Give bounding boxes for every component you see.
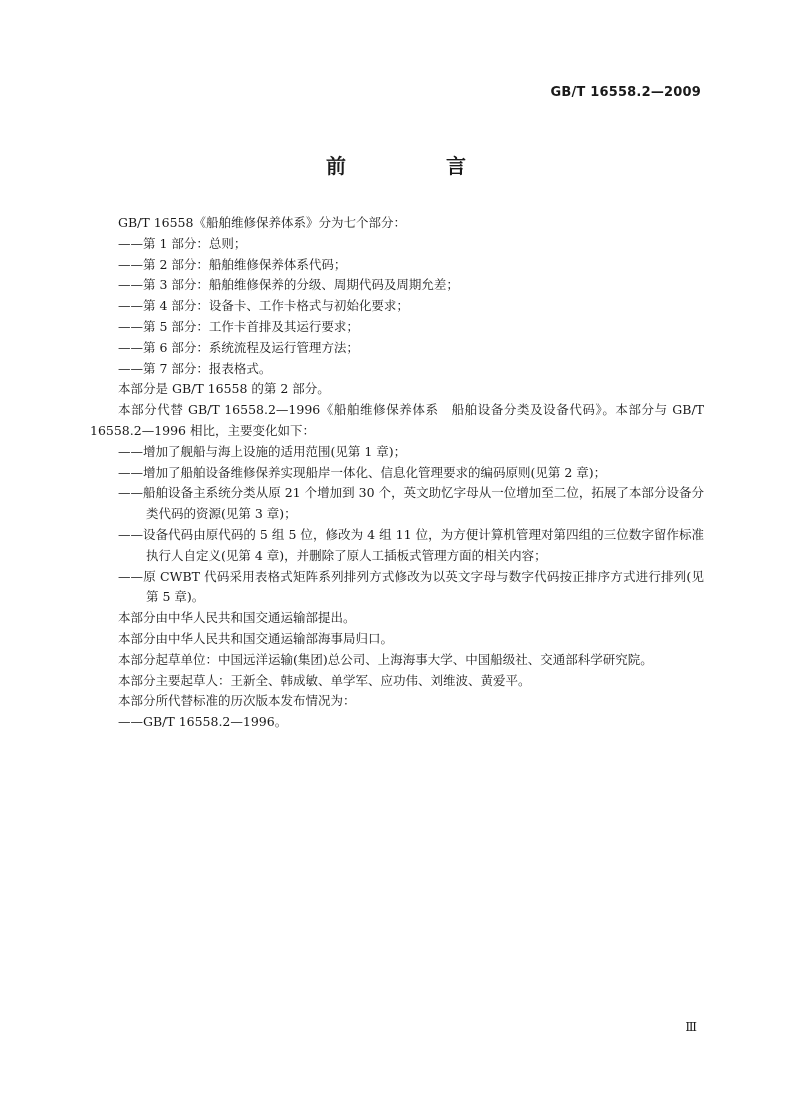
- list-item: ——第 7 部分：报表格式。: [118, 360, 272, 376]
- proposed-by-paragraph: 本部分由中华人民共和国交通运输部提出。: [118, 610, 356, 626]
- drafters-paragraph: 本部分主要起草人：王新全、韩成敏、单学军、应功伟、刘维波、黄爱平。: [118, 672, 531, 688]
- list-item: ——第 3 部分：船舶维修保养的分级、周期代码及周期允差；: [118, 277, 459, 293]
- replaces-paragraph: 本部分代替 GB/T 16558.2—1996《船舶维修保养体系 船舶设备分类及设备代码》。本部分与 GB/T 16558.2—1996 相比，主要变化如下：: [90, 402, 704, 438]
- intro-paragraph: GB/T 16558《船舶维修保养体系》分为七个部分：: [118, 215, 406, 230]
- list-item: ——增加了舰船与海上设施的适用范围(见第 1 章)；: [118, 443, 407, 459]
- list-item: ——船舶设备主系统分类从原 21 个增加到 30 个，英文助忆字母从一位增加至二位，拓展了本部分设备分类代码的资源(见第 3 章)；: [118, 485, 704, 522]
- list-item: ——第 2 部分：船舶维修保养体系代码；: [118, 256, 347, 272]
- list-item: ——第 6 部分：系统流程及运行管理方法；: [118, 339, 359, 355]
- standard-code: GB/T 16558.2—2009: [550, 85, 701, 100]
- list-item: ——增加了船舶设备维修保养实现船岸一体化、信息化管理要求的编码原则(见第 2 章)；: [118, 464, 607, 480]
- foreword-body: [90, 213, 704, 733]
- history-intro-paragraph: 本部分所代替标准的历次版本发布情况为：: [118, 693, 356, 709]
- changes-list: [90, 442, 704, 608]
- list-item: ——设备代码由原代码的 5 组 5 位，修改为 4 组 11 位，为方便计算机管理对第四组的三位数字留作标准执行人自定义(见第 4 章)，并删除了原人工插板式管理方面的相关内容；: [118, 526, 704, 563]
- parts-list: [90, 234, 704, 380]
- list-item: ——第 1 部分：总则；: [118, 235, 247, 251]
- list-item: ——第 4 部分：设备卡、工作卡格式与初始化要求；: [118, 298, 409, 314]
- list-item: ——GB/T 16558.2—1996。: [118, 714, 288, 730]
- page-number: Ⅲ: [685, 1020, 697, 1034]
- this-part-paragraph: 本部分是 GB/T 16558 的第 2 部分。: [118, 381, 330, 397]
- history-list: [90, 712, 704, 733]
- drafting-units-paragraph: 本部分起草单位：中国远洋运输(集团)总公司、上海海事大学、中国船级社、交通部科学研究院。: [118, 651, 653, 667]
- list-item: ——第 5 部分：工作卡首排及其运行要求；: [118, 318, 359, 334]
- list-item: ——原 CWBT 代码采用表格式矩阵系列排列方式修改为以英文字母与数字代码按正排序方式进行排列(见第 5 章)。: [118, 568, 704, 605]
- managed-by-paragraph: 本部分由中华人民共和国交通运输部海事局归口。: [118, 630, 394, 646]
- page-title: 前 言: [326, 154, 506, 178]
